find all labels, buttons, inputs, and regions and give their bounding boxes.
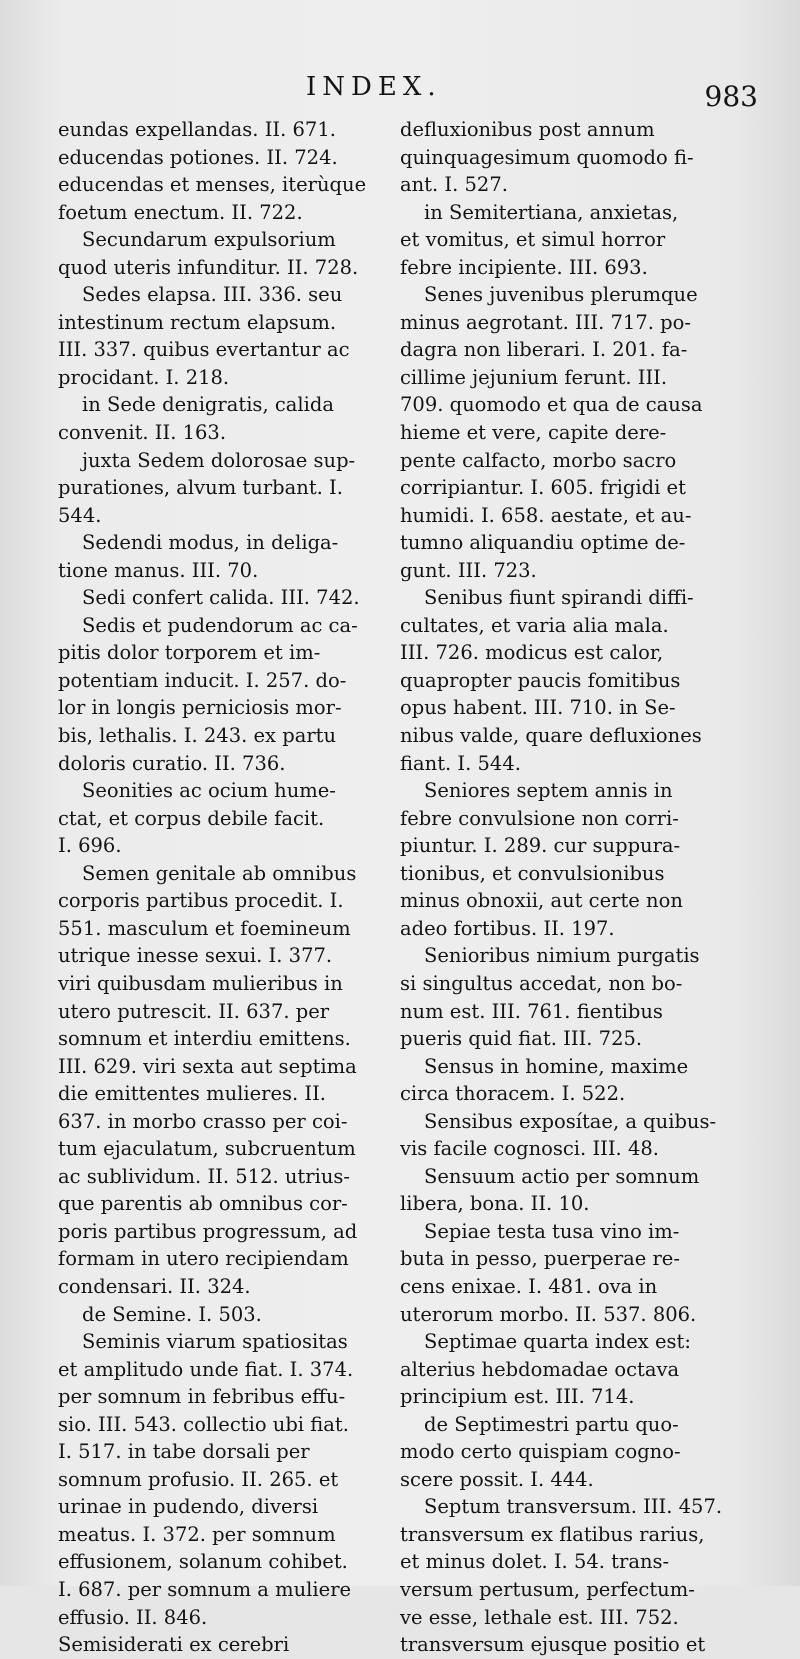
index-line: dagra non liberari. I. 201. fa- <box>400 338 688 362</box>
index-line: purationes, alvum turbant. I. <box>58 476 343 500</box>
index-line: foetum enectum. II. 722. <box>58 200 303 224</box>
index-line: convenit. II. 163. <box>58 421 227 445</box>
index-line: versum pertusum, perfectum- <box>400 1577 695 1601</box>
index-line: Senes juvenibus plerumque <box>424 283 698 307</box>
index-line: 637. in morbo crasso per coi- <box>58 1109 348 1133</box>
index-line: transversum ejusque positio et <box>400 1633 706 1657</box>
index-line: ve esse, lethale est. III. 752. <box>400 1605 679 1629</box>
index-line: somnum profusio. II. 265. et <box>58 1467 339 1491</box>
index-line: utrique inesse sexui. I. 377. <box>58 944 333 968</box>
index-line: ctat, et corpus debile facit. <box>58 806 325 830</box>
index-line: Seminis viarum spatiositas <box>82 1330 348 1354</box>
index-line: Secundarum expulsorium <box>82 228 336 252</box>
index-line: formam in utero recipiendam <box>58 1247 349 1271</box>
index-line: vis facile cognosci. III. 48. <box>400 1137 659 1161</box>
index-line: procidant. I. 218. <box>58 365 230 389</box>
index-line: libera, bona. II. 10. <box>400 1192 590 1216</box>
index-line: febre convulsione non corri- <box>400 806 679 830</box>
index-line: cillime jejunium ferunt. III. <box>400 365 668 389</box>
index-line: educendas potiones. II. 724. <box>58 145 338 169</box>
index-line: Sepiae testa tusa vino im- <box>424 1219 680 1243</box>
index-line: circa thoracem. I. 522. <box>400 1082 626 1106</box>
index-line: principium est. III. 714. <box>400 1385 635 1409</box>
index-line: meatus. I. 372. per somnum <box>58 1522 336 1546</box>
index-line: in Semitertiana, anxietas, <box>424 200 679 224</box>
index-line: defluxionibus post annum <box>400 118 655 141</box>
index-line: Seonities ac ocium hume- <box>82 779 336 803</box>
index-line: humidi. I. 658. aestate, et au- <box>400 503 692 527</box>
index-line: fiant. I. 544. <box>400 751 521 775</box>
index-line: Sedendi modus, in deliga- <box>82 531 339 555</box>
index-line: Senibus fiunt spirandi diffi- <box>424 586 694 610</box>
index-line: 544. <box>58 503 102 527</box>
index-line: lor in longis perniciosis mor- <box>58 696 342 720</box>
index-line: somnum et interdiu emittens. <box>58 1027 351 1051</box>
index-line: ac sublividum. II. 512. utrius- <box>58 1164 350 1188</box>
index-line: eundas expellandas. II. 671. <box>58 118 336 141</box>
index-line: uterorum morbo. II. 537. 806. <box>400 1302 697 1326</box>
index-line: III. 337. quibus evertantur ac <box>58 338 350 362</box>
index-line: num est. III. 761. fientibus <box>400 999 663 1023</box>
index-line: potentiam inducit. I. 257. do- <box>58 668 347 692</box>
index-line: ant. I. 527. <box>400 173 508 197</box>
index-line: que parentis ab omnibus cor- <box>58 1192 348 1216</box>
index-line: intestinum rectum elapsum. <box>58 310 337 334</box>
index-line: scere possit. I. 444. <box>400 1467 594 1491</box>
index-line: alterius hebdomadae octava <box>400 1357 680 1381</box>
index-line: Sedes elapsa. III. 336. seu <box>82 283 343 307</box>
index-line: minus obnoxii, aut certe non <box>400 889 683 913</box>
index-line: Seniores septem annis in <box>424 779 673 803</box>
index-line: gunt. III. 723. <box>400 558 537 582</box>
index-line: Semisiderati ex cerebri <box>58 1633 290 1657</box>
index-line: transversum ex flatibus rarius, <box>400 1522 705 1546</box>
index-line: Senioribus nimium purgatis <box>424 944 700 968</box>
index-line: cens enixae. I. 481. ova in <box>400 1274 658 1298</box>
index-line: I. 687. per somnum a muliere <box>58 1577 352 1601</box>
index-line: Semen genitale ab omnibus <box>82 861 357 885</box>
index-line: adeo fortibus. II. 197. <box>400 916 615 940</box>
page-header <box>0 68 800 113</box>
index-line: cultates, et varia alia mala. <box>400 613 669 637</box>
index-line: effusio. II. 846. <box>58 1605 208 1629</box>
index-line: 551. masculum et foemineum <box>58 916 351 940</box>
index-line: piuntur. I. 289. cur suppura- <box>400 834 681 858</box>
index-line: Sensibus exposítae, a quibus- <box>424 1109 717 1133</box>
index-line: modo certo quispiam cogno- <box>400 1440 681 1464</box>
index-line: tione manus. III. 70. <box>58 558 259 582</box>
index-line: tumno aliquandiu optime de- <box>400 531 686 555</box>
index-line: pente calfacto, morbo sacro <box>400 448 677 472</box>
index-line: in Sede denigratis, calida <box>82 393 334 417</box>
index-line: educendas et menses, iterùque <box>58 173 367 197</box>
index-line: quod uteris infunditur. II. 728. <box>58 255 359 279</box>
index-line: Sensuum actio per somnum <box>424 1164 700 1188</box>
index-line: per somnum in febribus effu- <box>58 1385 346 1409</box>
index-line: si singultus accedat, non bo- <box>400 971 683 995</box>
index-line: de Septimestri partu quo- <box>424 1412 679 1436</box>
index-line: opus habent. III. 710. in Se- <box>400 696 676 720</box>
index-line: quapropter paucis fomitibus <box>400 668 681 692</box>
index-line: buta in pesso, puerperae re- <box>400 1247 680 1271</box>
index-line: et minus dolet. I. 54. trans- <box>400 1550 670 1574</box>
index-line: Septum transversum. III. 457. <box>424 1495 723 1519</box>
index-line: condensari. II. 324. <box>58 1274 251 1298</box>
index-line: Sedis et pudendorum ac ca- <box>82 613 358 637</box>
index-line: bis, lethalis. I. 243. ex partu <box>58 724 337 748</box>
index-line: Sensus in homine, maxime <box>424 1054 689 1078</box>
index-line: pitis dolor torporem et im- <box>58 641 321 665</box>
index-line: Sedi confert calida. III. 742. <box>82 586 360 610</box>
index-line: de Semine. I. 503. <box>82 1302 262 1326</box>
index-line: et vomitus, et simul horror <box>400 228 666 252</box>
index-line: hieme et vere, capite dere- <box>400 421 667 445</box>
index-line: quinquagesimum quomodo fi- <box>400 145 694 169</box>
index-line: poris partibus progressum, ad <box>58 1219 358 1243</box>
index-line: tum ejaculatum, subcruentum <box>58 1137 356 1161</box>
index-line: Septimae quarta index est: <box>424 1330 691 1354</box>
index-line: pueris quid fiat. III. 725. <box>400 1027 643 1051</box>
index-line: doloris curatio. II. 736. <box>58 751 286 775</box>
index-line: tionibus, et convulsionibus <box>400 861 665 885</box>
right-column <box>400 116 730 1659</box>
index-line: corporis partibus procedit. I. <box>58 889 344 913</box>
index-line: die emittentes mulieres. II. <box>58 1082 327 1106</box>
index-line: juxta Sedem dolorosae sup- <box>82 448 356 472</box>
index-line: I. 696. <box>58 834 122 858</box>
index-line: utero putrescit. II. 637. per <box>58 999 330 1023</box>
index-line: et amplitudo unde fiat. I. 374. <box>58 1357 354 1381</box>
index-line: nibus valde, quare defluxiones <box>400 724 702 748</box>
index-line: effusionem, solanum cohibet. <box>58 1550 348 1574</box>
index-line: III. 629. viri sexta aut septima <box>58 1054 357 1078</box>
left-column <box>58 116 386 1659</box>
index-line: viri quibusdam mulieribus in <box>58 971 343 995</box>
index-line: minus aegrotant. III. 717. po- <box>400 310 691 334</box>
index-line: III. 726. modicus est calor, <box>400 641 664 665</box>
index-line: urinae in pudendo, diversi <box>58 1495 319 1519</box>
running-title: INDEX. <box>306 72 442 102</box>
index-line: febre incipiente. III. 693. <box>400 255 648 279</box>
index-line: I. 517. in tabe dorsali per <box>58 1440 310 1464</box>
index-line: 709. quomodo et qua de causa <box>400 393 703 417</box>
page-number: 983 <box>704 80 758 113</box>
index-line: sio. III. 543. collectio ubi fiat. <box>58 1412 349 1436</box>
index-line: corripiantur. I. 605. frigidi et <box>400 476 686 500</box>
